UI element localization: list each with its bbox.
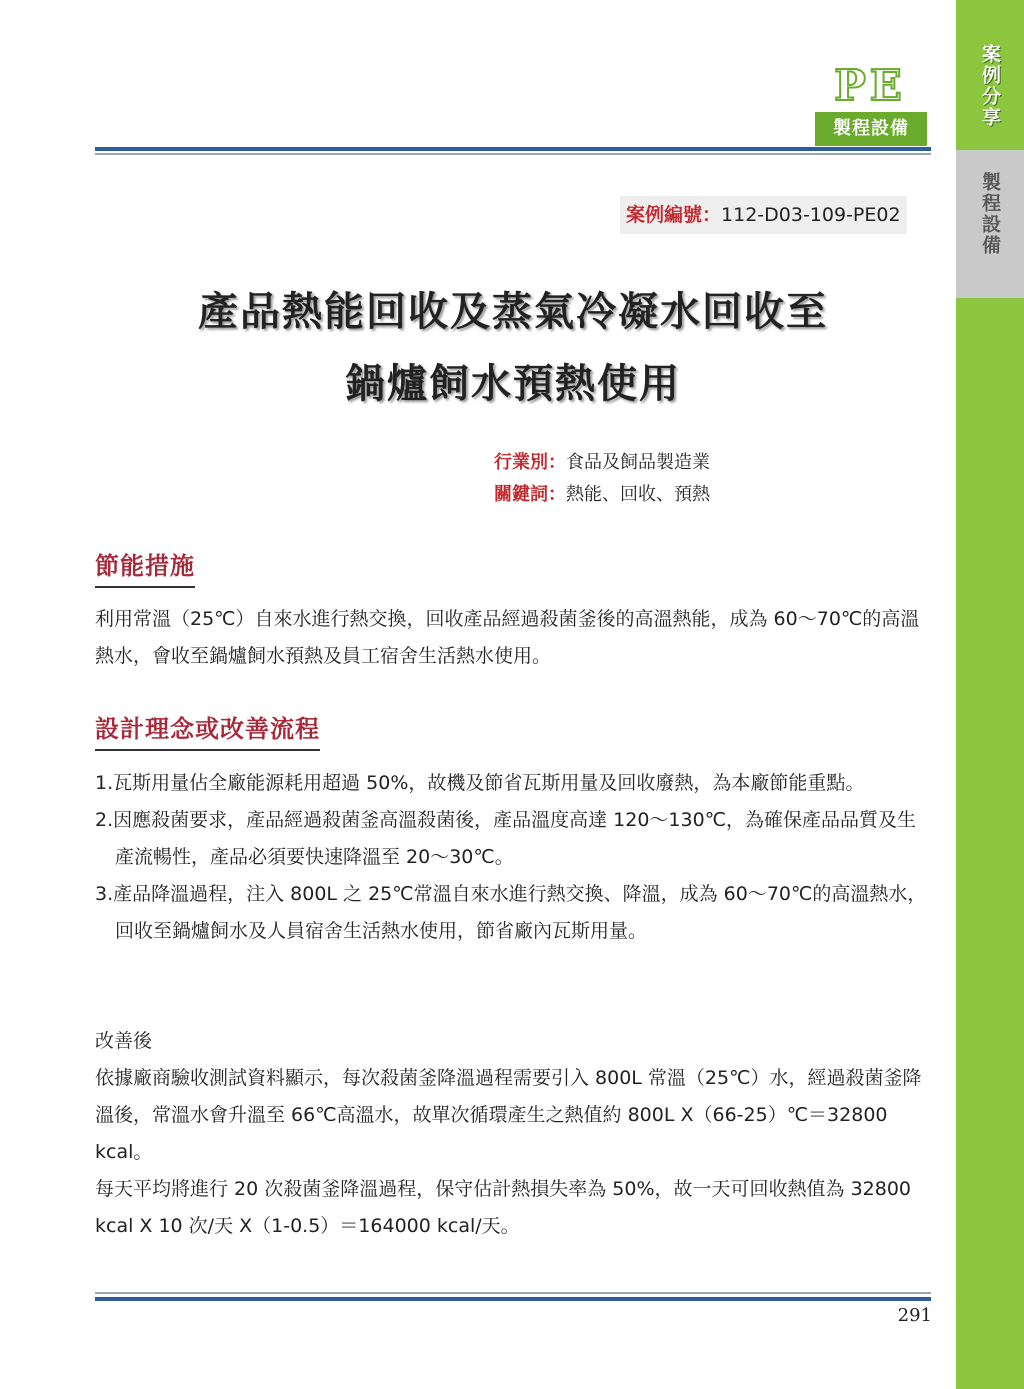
- keywords-label: 關鍵詞：: [494, 484, 566, 505]
- after-label: 改善後: [95, 1030, 153, 1052]
- header-rule: [95, 147, 931, 151]
- case-number-value: 112-D03-109-PE02: [721, 204, 901, 226]
- section-heading-measures: 節能措施: [95, 546, 195, 588]
- industry-value: 食品及飼品製造業: [566, 452, 710, 473]
- header-rule-thin: [95, 153, 931, 155]
- side-tab-section-label: 製程設備: [979, 172, 1001, 256]
- page-title-line1: 產品熱能回收及蒸氣冷凝水回收至: [198, 289, 828, 335]
- section-heading-design: 設計理念或改善流程: [95, 709, 320, 751]
- footer-rule: [95, 1297, 931, 1301]
- industry-row: [494, 448, 710, 478]
- side-tab-top: [956, 0, 1024, 150]
- keywords-value: 熱能、回收、預熱: [566, 484, 710, 505]
- section-text-measures: [95, 601, 935, 675]
- list-item: 3.產品降溫過程，注入 800L 之 25℃常溫自來水進行熱交換、降溫，成為 60～70℃的高溫熱水，回收至鍋爐飼水及人員宿舍生活熱水使用，節省廠內瓦斯用量。: [95, 883, 927, 942]
- after-paragraph-1: 依據廠商驗收測試資料顯示，每次殺菌釜降溫過程需要引入 800L 常溫（25℃）水，經過殺菌釜降溫後，常溫水會升溫至 66℃高溫水，故單次循環產生之熱值約 800L X（66-25）℃＝32800 kcal。: [95, 1067, 922, 1163]
- pe-logo: PE: [834, 61, 906, 110]
- case-number-label: 案例編號：: [626, 204, 722, 226]
- page-title-line2: 鍋爐飼水預熱使用: [345, 361, 681, 407]
- keywords-row: [494, 480, 710, 510]
- list-item: 2.因應殺菌要求，產品經過殺菌釜高溫殺菌後，產品溫度高達 120～130℃，為確保產品品質及生產流暢性，產品必須要快速降溫至 20～30℃。: [95, 809, 917, 868]
- case-number: [620, 196, 907, 234]
- after-section: [95, 1023, 935, 1245]
- list-item: 1.瓦斯用量佔全廠能源耗用超過 50%，故機及節省瓦斯用量及回收廢熱，為本廠節能重點。: [95, 772, 865, 794]
- page-number: 291: [897, 1305, 932, 1326]
- header-category-label: 製程設備: [815, 112, 927, 146]
- after-paragraph-2: 每天平均將進行 20 次殺菌釜降溫過程，保守估計熱損失率為 50%，故一天可回收熱值為 32800 kcal X 10 次/天 X（1-0.5）＝164000 kcal/天。: [95, 1178, 912, 1237]
- measures-paragraph: 利用常溫（25℃）自來水進行熱交換，回收產品經過殺菌釜後的高溫熱能，成為 60～70℃的高溫熱水，會收至鍋爐飼水預熱及員工宿舍生活熱水使用。: [95, 608, 920, 667]
- side-tab-section: [956, 150, 1024, 298]
- side-tab: [956, 0, 1024, 1389]
- side-tab-category: 案例分享: [979, 44, 1001, 128]
- industry-label: 行業別：: [494, 452, 566, 473]
- footer-rule-thin: [95, 1292, 931, 1294]
- design-list: [95, 765, 935, 950]
